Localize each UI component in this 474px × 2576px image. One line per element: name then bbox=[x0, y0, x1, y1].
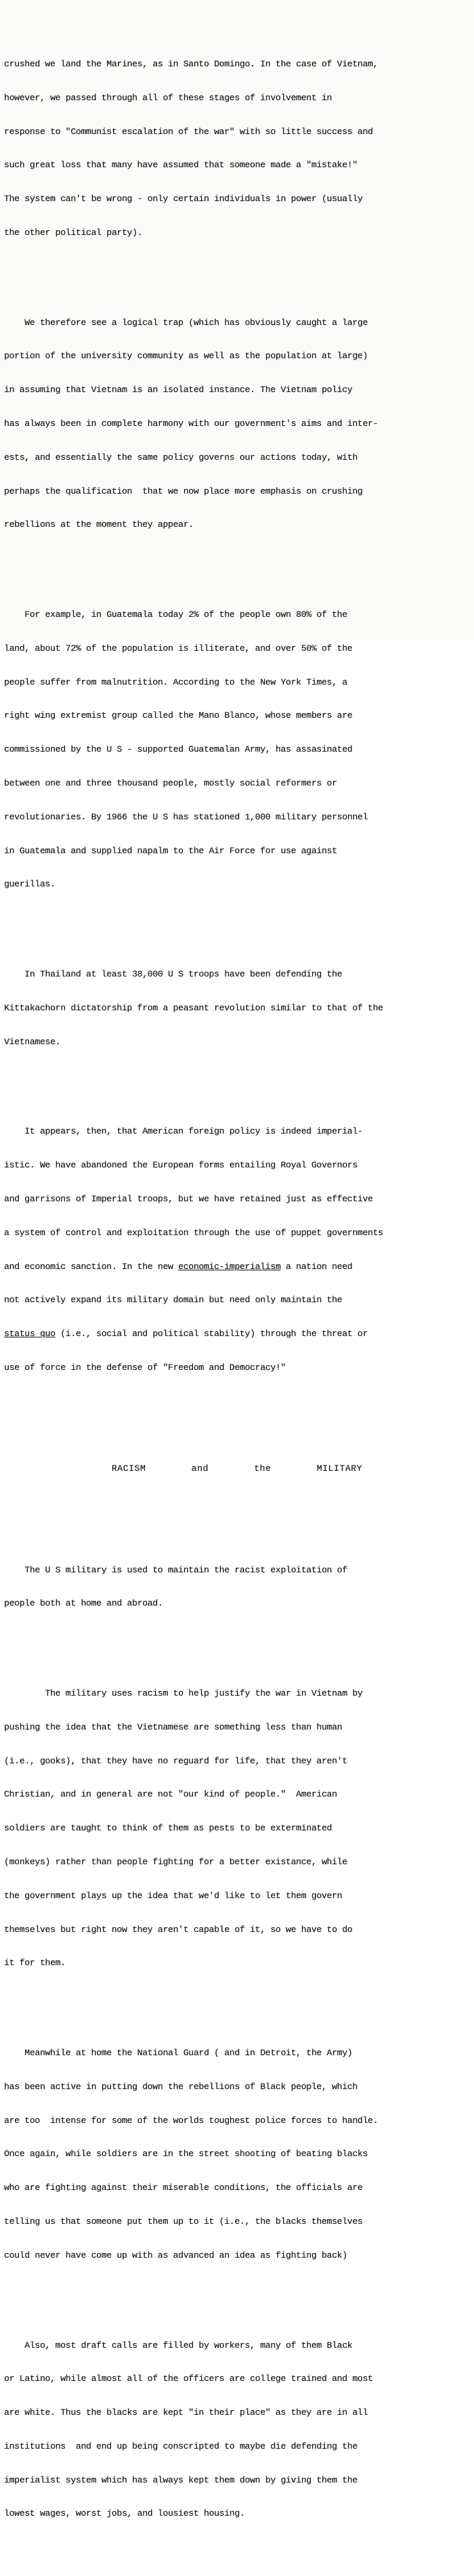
text-line: people both at home and abroad. bbox=[4, 1598, 163, 1609]
text-line: Meanwhile at home the National Guard ( and in Detroit, the Army) bbox=[4, 2048, 353, 2059]
text-line: are white. Thus the blacks are kept "in their place" as they are in all bbox=[4, 2407, 368, 2418]
text-line: commissioned by the U S - supported Guatemalan Army, has assasinated bbox=[4, 744, 353, 755]
underlined-term-economic-imperialism: economic-imperialism bbox=[178, 1261, 281, 1272]
paragraph-logical-trap bbox=[4, 295, 470, 553]
document-body bbox=[4, 3, 470, 2576]
text-line: it for them. bbox=[4, 1958, 66, 1969]
paragraph-vietnam-escalation bbox=[4, 37, 470, 261]
text-line: rebellions at the moment they appear. bbox=[4, 519, 194, 530]
text-line: has always been in complete harmony with our government's aims and inter- bbox=[4, 418, 379, 429]
text-line: however, we passed through all of these stages of involvement in bbox=[4, 92, 332, 103]
text-line: pushing the idea that the Vietnamese are something less than human bbox=[4, 1721, 343, 1732]
text-segment: and economic sanction. In the new bbox=[4, 1261, 179, 1272]
text-segment: a nation need bbox=[280, 1261, 353, 1272]
paragraph-racist-exploitation bbox=[4, 1542, 470, 1632]
text-line: the other political party). bbox=[4, 227, 143, 238]
text-line: could never have come up with as advanced an idea as fighting back) bbox=[4, 2250, 347, 2260]
text-line: Kittakachorn dictatorship from a peasant revolution similar to that of the bbox=[4, 1002, 383, 1013]
text-line: Vietnamese. bbox=[4, 1036, 61, 1047]
text-line bbox=[4, 1262, 470, 1273]
text-line: lowest wages, worst jobs, and lousiest housing. bbox=[4, 2508, 245, 2519]
paragraph-thailand bbox=[4, 947, 470, 1071]
text-line: response to "Communist escalation of the war" with so little success and bbox=[4, 126, 373, 137]
text-line: or Latino, while almost all of the officers are college trained and most bbox=[4, 2374, 373, 2384]
text-line: guerillas. bbox=[4, 879, 56, 890]
text-line: The U S military is used to maintain the racist exploitation of bbox=[4, 1564, 347, 1575]
text-line: Once again, while soldiers are in the street shooting of beating blacks bbox=[4, 2149, 368, 2160]
text-line: institutions and end up being conscripted to maybe die defending the bbox=[4, 2441, 358, 2451]
text-line: has been active in putting down the rebellions of Black people, which bbox=[4, 2081, 358, 2092]
text-line bbox=[4, 1329, 470, 1340]
text-line: revolutionaries. By 1966 the U S has stationed 1,000 military personnel bbox=[4, 811, 368, 822]
text-line: a system of control and exploitation through the use of puppet governments bbox=[4, 1227, 383, 1238]
text-line: between one and three thousand people, mostly social reformers or bbox=[4, 777, 337, 788]
text-line: For example, in Guatemala today 2% of the people own 80% of the bbox=[4, 609, 347, 620]
text-line: We therefore see a logical trap (which has obviously caught a large bbox=[4, 317, 368, 328]
text-line: portion of the university community as well as the population at large) bbox=[4, 351, 368, 362]
paragraph-draft-calls bbox=[4, 2317, 470, 2542]
text-line: In Thailand at least 38,000 U S troops have been defending the bbox=[4, 969, 343, 980]
text-line: perhaps the qualification that we now place more emphasis on crushing bbox=[4, 486, 363, 496]
blank-line bbox=[4, 1430, 470, 1441]
text-line: telling us that someone put them up to it (i.e., the blacks themselves bbox=[4, 2216, 363, 2227]
text-line: people suffer from malnutrition. According to the New York Times, a bbox=[4, 677, 347, 687]
underlined-term-status-quo: status quo bbox=[4, 1329, 56, 1339]
text-line: use of force in the defense of "Freedom and Democracy!" bbox=[4, 1362, 286, 1373]
paragraph-economic-imperialism bbox=[4, 1104, 470, 1396]
text-line: crushed we land the Marines, as in Santo Domingo. In the case of Vietnam, bbox=[4, 58, 379, 69]
text-line: Christian, and in general are not "our kind of people." American bbox=[4, 1789, 337, 1800]
text-line: are too intense for some of the worlds toughest police forces to handle. bbox=[4, 2115, 379, 2126]
text-line: The system can't be wrong - only certain individuals in power (usually bbox=[4, 194, 363, 205]
text-line: istic. We have abandoned the European forms entailing Royal Governors bbox=[4, 1160, 358, 1171]
paragraph-national-guard bbox=[4, 2025, 470, 2284]
paragraph-guatemala bbox=[4, 587, 470, 913]
text-line: not actively expand its military domain but need only maintain the bbox=[4, 1295, 343, 1306]
text-line: land, about 72% of the population is illiterate, and over 50% of the bbox=[4, 643, 353, 653]
text-line: soldiers are taught to think of them as pests to be exterminated bbox=[4, 1823, 332, 1834]
text-line: themselves but right now they aren't capable of it, so we have to do bbox=[4, 1924, 353, 1935]
text-line: in assuming that Vietnam is an isolated instance. The Vietnam policy bbox=[4, 385, 353, 395]
text-line: It appears, then, that American foreign policy is indeed imperial- bbox=[4, 1126, 363, 1137]
paragraph-racism-vietnam bbox=[4, 1666, 470, 1992]
text-line: (monkeys) rather than people fighting for a better existance, while bbox=[4, 1856, 347, 1867]
blank-line bbox=[4, 1497, 470, 1509]
text-line: and garrisons of Imperial troops, but we have retained just as effective bbox=[4, 1193, 373, 1204]
text-line: who are fighting against their miserable conditions, the officials are bbox=[4, 2183, 363, 2193]
text-line: such great loss that many have assumed that someone made a "mistake!" bbox=[4, 160, 358, 171]
section-heading: RACISM and the MILITARY bbox=[111, 1463, 363, 1474]
text-line: ests, and essentially the same policy governs our actions today, with bbox=[4, 452, 358, 463]
text-segment: (i.e., social and political stability) through the threat or bbox=[55, 1329, 368, 1339]
text-line: Also, most draft calls are filled by workers, many of them Black bbox=[4, 2340, 353, 2350]
text-line: (i.e., gooks), that they have no reguard for life, that they aren't bbox=[4, 1755, 347, 1766]
text-line: in Guatemala and supplied napalm to the Air Force for use against bbox=[4, 845, 337, 856]
text-line: right wing extremist group called the Mano Blanco, whose members are bbox=[4, 710, 353, 721]
text-line: the government plays up the idea that we'd like to let them govern bbox=[4, 1890, 343, 1901]
text-line: imperialist system which has always kept them down by giving them the bbox=[4, 2474, 358, 2485]
text-line: The military uses racism to help justify the war in Vietnam by bbox=[4, 1688, 363, 1699]
